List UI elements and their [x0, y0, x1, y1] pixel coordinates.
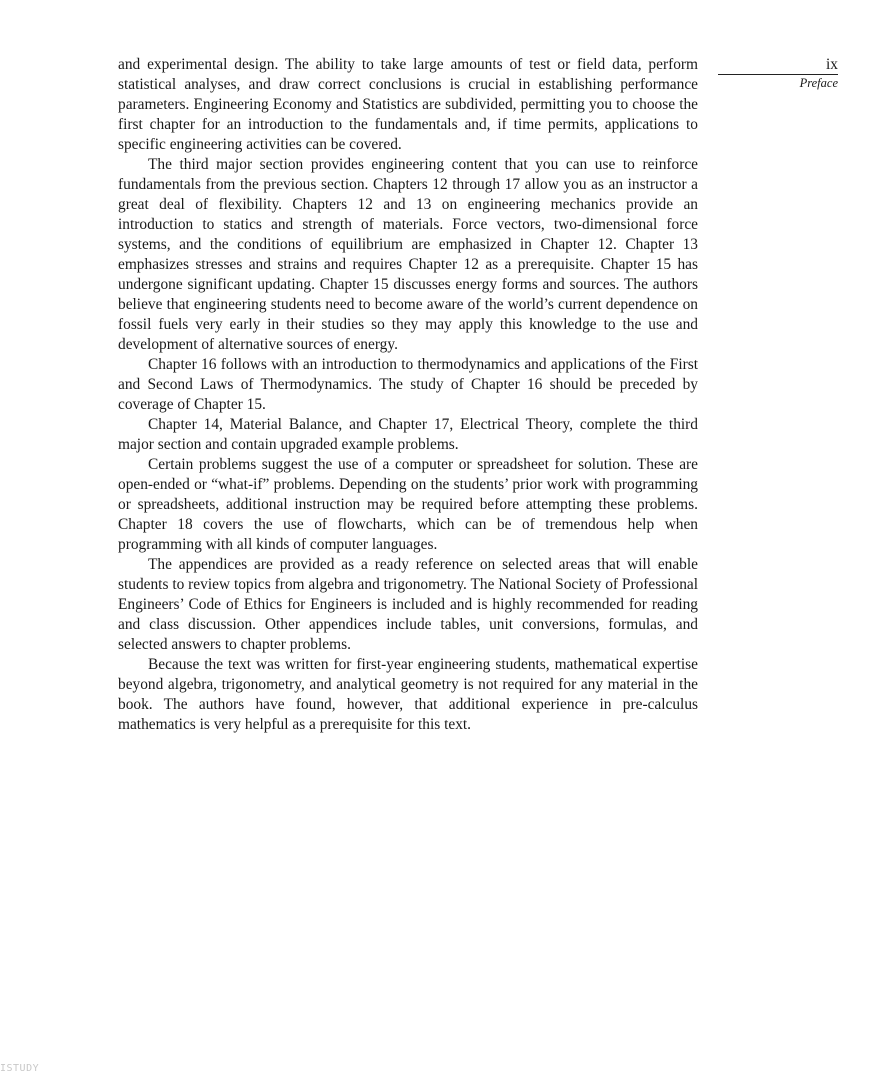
paragraph-continued: and experimental design. The ability to take large amounts of test or field data, perform statistical analyses, and draw correct conclusions is crucial in establishing performance parameters. Engineering Economy and Statistics are subdivided, permitting you to choose the first chapter for an introduction to the fundamentals and, if time permits, applications to specific engineering activities can be covered. [118, 56, 698, 153]
paragraph-appendices: The appendices are provided as a ready reference on selected areas that will enable students to review topics from algebra and trigonometry. The National Society of Professional Engineers’ Code of Ethics for Engineers is included and is highly recommended for reading and class discussion. Other appendices include tables, unit conversions, formulas, and selected answers to chapter problems. [118, 556, 698, 653]
paragraph-third-section: The third major section provides engineering content that you can use to reinforce fundamentals from the previous section. Chapters 12 through 17 allow you as an instructor a great deal of flexibility. Chapters 12 and 13 on engineering mechanics provide an introduction to statics and strength of materials. Force vectors, two-dimensional force systems, and the conditions of equilibrium are emphasized in Chapter 12. Chapter 13 emphasizes stresses and strains and requires Chapter 12 as a prerequisite. Chapter 15 has undergone significant updating. Chapter 15 discusses energy forms and sources. The authors believe that engineering students need to become aware of the world’s current dependence on fossil fuels very early in their studies so they may apply this knowledge to the use and development of alternative sources of energy. [118, 156, 698, 353]
watermark: ISTUDY [0, 1063, 40, 1074]
running-head [718, 55, 838, 92]
paragraph-computer-problems: Certain problems suggest the use of a computer or spreadsheet for solution. These are open-ended or “what-if” problems. Depending on the students’ prior work with programming or spreadsheets, additional instruction may be required before attempting these problems. Chapter 18 covers the use of flowcharts, which can be of tremendous help when programming with all kinds of computer languages. [118, 456, 698, 553]
paragraph-chapter-14-17: Chapter 14, Material Balance, and Chapter 17, Electrical Theory, complete the third major section and contain upgraded example problems. [118, 416, 698, 453]
page-number: ix [826, 56, 838, 73]
paragraph-prerequisites: Because the text was written for first-year engineering students, mathematical expertise beyond algebra, trigonometry, and analytical geometry is not required for any material in the book. The authors have found, however, that additional experience in pre-calculus mathematics is very helpful as a prerequisite for this text. [118, 656, 698, 733]
running-head-section: Preface [799, 76, 838, 90]
paragraph-chapter-16: Chapter 16 follows with an introduction to thermodynamics and applications of the First and Second Laws of Thermodynamics. The study of Chapter 16 should be preceded by coverage of Chapter 15. [118, 356, 698, 413]
preface-body [118, 55, 698, 735]
